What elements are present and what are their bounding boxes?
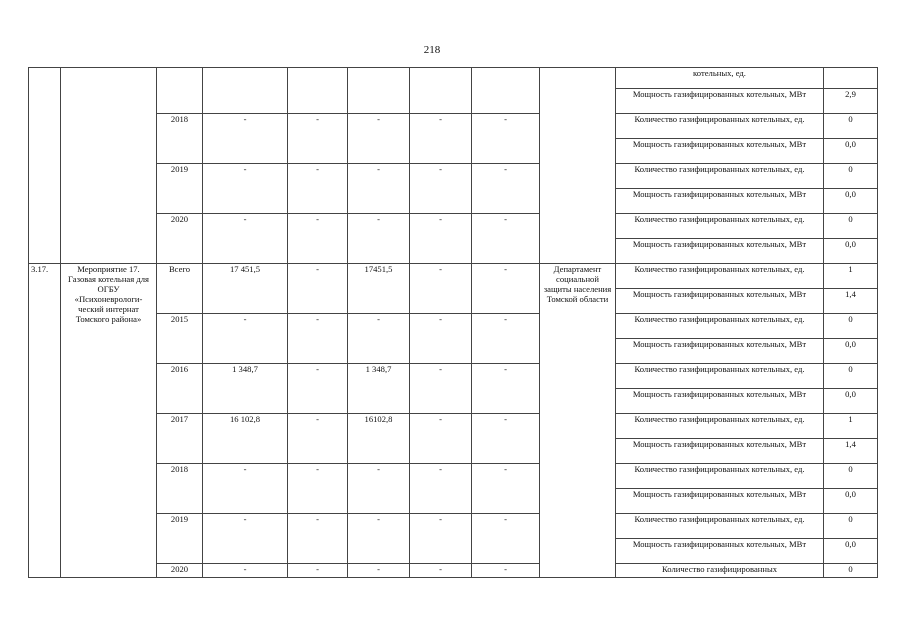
amount-cell: -: [472, 164, 540, 214]
amount-cell: -: [410, 464, 472, 514]
table-row: [29, 114, 878, 139]
year-cell: 2018: [157, 464, 203, 514]
amount-cell: -: [410, 164, 472, 214]
number-cell: [29, 68, 61, 264]
indicator-name: котельных, ед.: [616, 68, 824, 89]
table-row: [29, 214, 878, 239]
indicator-value: 0,0: [824, 339, 878, 364]
indicator-value: 0: [824, 514, 878, 539]
table-row: [29, 264, 878, 289]
amount-cell: -: [203, 164, 288, 214]
year-cell: 2018: [157, 114, 203, 164]
amount-cell: -: [348, 314, 410, 364]
event-cell: [61, 68, 157, 264]
total-amount-cell: -: [203, 564, 288, 578]
amount-cell: [288, 68, 348, 114]
year-cell: 2015: [157, 314, 203, 364]
amount-cell: -: [472, 564, 540, 578]
indicator-value: 1: [824, 414, 878, 439]
amount-cell: -: [410, 564, 472, 578]
amount-cell: -: [348, 114, 410, 164]
indicator-value: 0: [824, 114, 878, 139]
amount-cell: -: [288, 314, 348, 364]
amount-cell: [472, 68, 540, 114]
indicator-name: Количество газифицированных котельных, ед.: [616, 264, 824, 289]
indicator-value: 0: [824, 214, 878, 239]
indicator-name: Мощность газифицированных котельных, МВт: [616, 489, 824, 514]
program-table: [28, 67, 878, 578]
amount-cell: -: [472, 314, 540, 364]
indicator-value: 0: [824, 314, 878, 339]
year-cell: Всего: [157, 264, 203, 314]
amount-cell: -: [472, 514, 540, 564]
indicator-name: Мощность газифицированных котельных, МВт: [616, 289, 824, 314]
amount-cell: -: [348, 214, 410, 264]
year-cell: 2016: [157, 364, 203, 414]
amount-cell: -: [472, 364, 540, 414]
amount-cell: [203, 68, 288, 114]
amount-cell: 17451,5: [348, 264, 410, 314]
amount-cell: -: [410, 364, 472, 414]
amount-cell: -: [203, 114, 288, 164]
indicator-value: 0: [824, 564, 878, 578]
total-amount-cell: -: [203, 464, 288, 514]
amount-cell: -: [288, 214, 348, 264]
indicator-name: Количество газифицированных котельных, ед.: [616, 514, 824, 539]
year-cell: 2019: [157, 514, 203, 564]
indicator-name: Мощность газифицированных котельных, МВт: [616, 89, 824, 114]
indicator-name: Мощность газифицированных котельных, МВт: [616, 439, 824, 464]
indicator-value: 0: [824, 364, 878, 389]
indicator-value: 0: [824, 164, 878, 189]
total-amount-cell: 1 348,7: [203, 364, 288, 414]
amount-cell: -: [472, 414, 540, 464]
table-row: [29, 164, 878, 189]
table-row: [29, 464, 878, 489]
amount-cell: -: [410, 214, 472, 264]
amount-cell: -: [348, 564, 410, 578]
table-body: [29, 68, 878, 578]
indicator-value: 1,4: [824, 289, 878, 314]
year-cell: 2020: [157, 214, 203, 264]
amount-cell: -: [288, 364, 348, 414]
indicator-name: Мощность газифицированных котельных, МВт: [616, 139, 824, 164]
year-cell: 2017: [157, 414, 203, 464]
department-cell: Департамент социальной защиты населения Томской области: [540, 264, 616, 578]
indicator-value: 0,0: [824, 189, 878, 214]
indicator-value: 0,0: [824, 489, 878, 514]
amount-cell: -: [288, 114, 348, 164]
amount-cell: [410, 68, 472, 114]
year-cell: 2020: [157, 564, 203, 578]
amount-cell: 1 348,7: [348, 364, 410, 414]
indicator-name: Количество газифицированных котельных, ед.: [616, 414, 824, 439]
indicator-name: Мощность газифицированных котельных, МВт: [616, 189, 824, 214]
amount-cell: -: [348, 464, 410, 514]
amount-cell: -: [472, 214, 540, 264]
indicator-value: 0: [824, 464, 878, 489]
total-amount-cell: 17 451,5: [203, 264, 288, 314]
indicator-value: 0,0: [824, 539, 878, 564]
amount-cell: -: [288, 464, 348, 514]
indicator-name: Мощность газифицированных котельных, МВт: [616, 339, 824, 364]
amount-cell: -: [410, 114, 472, 164]
total-amount-cell: 16 102,8: [203, 414, 288, 464]
amount-cell: -: [348, 514, 410, 564]
indicator-value: 0,0: [824, 239, 878, 264]
amount-cell: -: [410, 514, 472, 564]
table-row: [29, 564, 878, 578]
indicator-name: Мощность газифицированных котельных, МВт: [616, 239, 824, 264]
table-row: [29, 314, 878, 339]
amount-cell: -: [472, 464, 540, 514]
indicator-value: 1: [824, 264, 878, 289]
amount-cell: 16102,8: [348, 414, 410, 464]
amount-cell: -: [410, 414, 472, 464]
amount-cell: -: [288, 514, 348, 564]
department-cell: [540, 68, 616, 264]
amount-cell: -: [288, 414, 348, 464]
table-row: [29, 68, 878, 89]
amount-cell: -: [288, 264, 348, 314]
amount-cell: -: [203, 214, 288, 264]
indicator-name: Количество газифицированных: [616, 564, 824, 578]
indicator-value: 1,4: [824, 439, 878, 464]
indicator-name: Количество газифицированных котельных, ед.: [616, 314, 824, 339]
amount-cell: -: [288, 564, 348, 578]
indicator-value: 2,9: [824, 89, 878, 114]
page-number: 218: [423, 44, 441, 56]
indicator-value: [824, 68, 878, 89]
indicator-name: Количество газифицированных котельных, ед.: [616, 214, 824, 239]
indicator-name: Количество газифицированных котельных, ед.: [616, 114, 824, 139]
total-amount-cell: -: [203, 314, 288, 364]
measure-name: Мероприятие 17. Газовая котельная для ОГБУ «Психоневрологи-ческий интернат Томского района»: [61, 264, 157, 578]
amount-cell: -: [472, 264, 540, 314]
year-cell: 2019: [157, 164, 203, 214]
amount-cell: -: [410, 314, 472, 364]
indicator-name: Количество газифицированных котельных, ед.: [616, 364, 824, 389]
amount-cell: -: [288, 164, 348, 214]
indicator-name: Количество газифицированных котельных, ед.: [616, 164, 824, 189]
table-row: [29, 514, 878, 539]
indicator-name: Мощность газифицированных котельных, МВт: [616, 389, 824, 414]
indicator-value: 0,0: [824, 389, 878, 414]
amount-cell: -: [472, 114, 540, 164]
indicator-name: Мощность газифицированных котельных, МВт: [616, 539, 824, 564]
indicator-value: 0,0: [824, 139, 878, 164]
measure-number: 3.17.: [29, 264, 61, 578]
year-cell: [157, 68, 203, 114]
indicator-name: Количество газифицированных котельных, ед.: [616, 464, 824, 489]
amount-cell: -: [348, 164, 410, 214]
total-amount-cell: -: [203, 514, 288, 564]
table-row: [29, 364, 878, 389]
amount-cell: -: [410, 264, 472, 314]
table-row: [29, 414, 878, 439]
amount-cell: [348, 68, 410, 114]
